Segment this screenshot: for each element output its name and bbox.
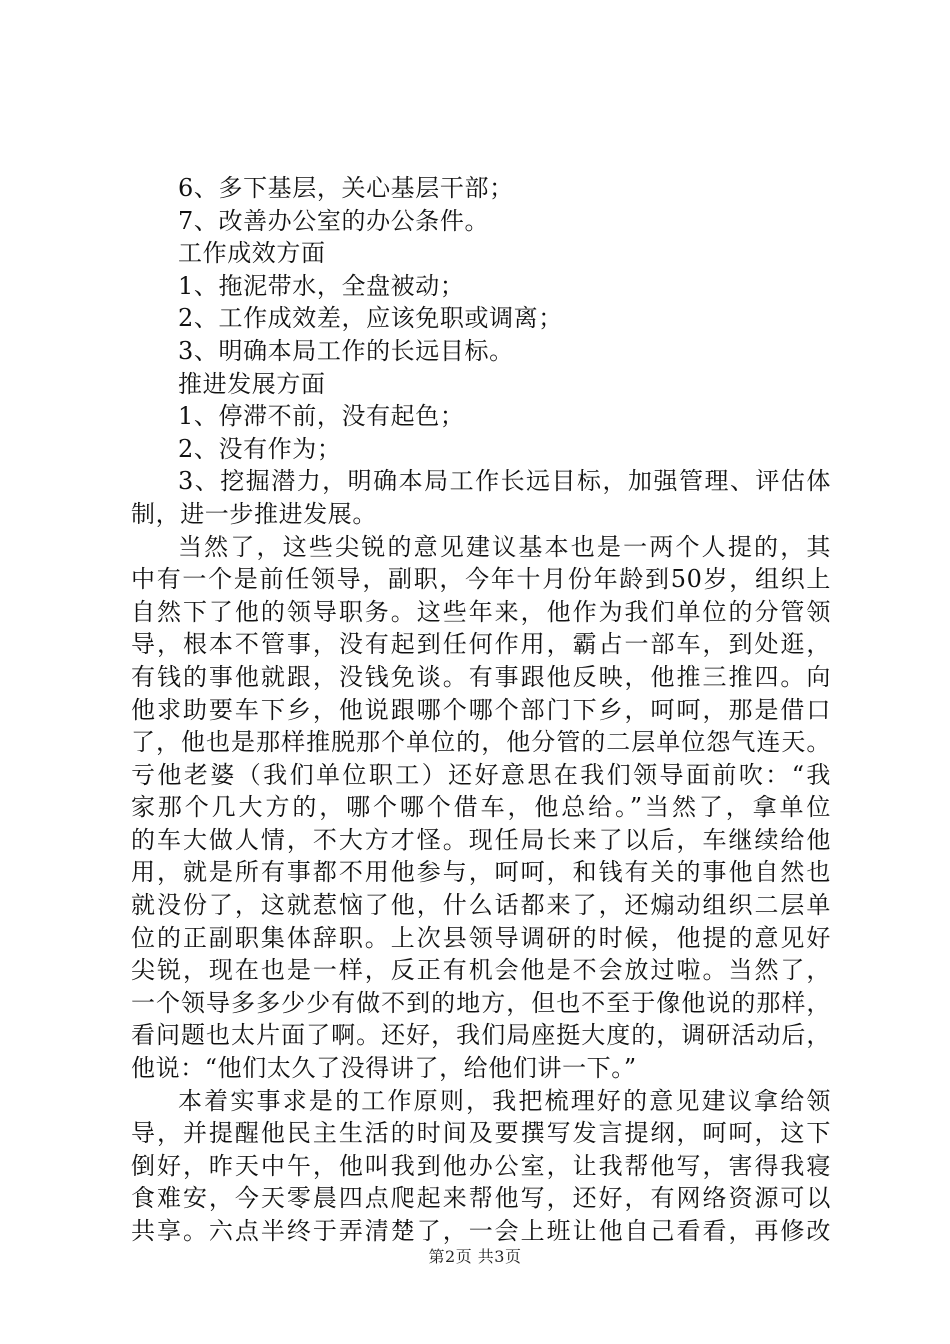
text-line: 3、挖掘潜力，明确本局工作长远目标，加强管理、评估体	[178, 467, 831, 496]
text-line: 他求助要车下乡，他说跟哪个哪个部门下乡，呵呵，那是借口	[131, 695, 831, 724]
text-line: 亏他老婆（我们单位职工）还好意思在我们领导面前吹：“我	[131, 760, 831, 789]
text-line: 一个领导多多少少有做不到的地方，但也不至于像他说的那样，	[131, 988, 831, 1017]
document-body	[131, 172, 831, 1248]
text-line: 2、工作成效差，应该免职或调离；	[178, 304, 563, 333]
text-line: 共享。六点半终于弄清楚了，一会上班让他自己看看，再修改	[131, 1217, 831, 1245]
text-line: 7、改善办公室的办公条件。	[178, 206, 490, 235]
page-number-footer: 第2页 共3页	[428, 1247, 522, 1266]
text-line: 1、停滞不前，没有起色；	[178, 402, 465, 431]
text-line: 当然了，这些尖锐的意见建议基本也是一两个人提的，其	[178, 532, 831, 561]
text-line: 尖锐，现在也是一样，反正有机会他是不会放过啦。当然了，	[131, 956, 831, 985]
text-line: 3、明确本局工作的长远目标。	[178, 336, 514, 365]
text-line: 工作成效方面	[178, 239, 326, 268]
text-line: 自然下了他的领导职务。这些年来，他作为我们单位的分管领	[131, 597, 831, 626]
text-line: 2、没有作为；	[178, 434, 342, 463]
text-line: 6、多下基层，关心基层干部；	[178, 174, 514, 202]
text-line: 本着实事求是的工作原则，我把梳理好的意见建议拿给领	[178, 1086, 831, 1115]
text-line: 食难安，今天零晨四点爬起来帮他写，还好，有网络资源可以	[131, 1184, 831, 1213]
text-line: 就没份了，这就惹恼了他，什么话都来了，还煽动组织二层单	[131, 891, 831, 920]
text-line: 他说：“他们太久了没得讲了，给他们讲一下。”	[131, 1054, 637, 1083]
text-line: 了，他也是那样推脱那个单位的，他分管的二层单位怨气连天。	[131, 728, 831, 757]
text-line: 导，并提醒他民主生活的时间及要撰写发言提纲，呵呵，这下	[131, 1119, 831, 1148]
text-line: 的车大做人情，不大方才怪。现任局长来了以后，车继续给他	[131, 825, 831, 854]
text-line: 导，根本不管事，没有起到任何作用，霸占一部车，到处逛，	[131, 630, 831, 659]
text-line: 中有一个是前任领导，副职，今年十月份年龄到50岁，组织上	[131, 565, 831, 594]
text-line: 1、拖泥带水，全盘被动；	[178, 271, 465, 300]
text-line: 家那个几大方的，哪个哪个借车，他总给。”当然了，拿单位	[131, 793, 831, 822]
text-line: 制，进一步推进发展。	[131, 499, 377, 528]
text-line: 用，就是所有事都不用他参与，呵呵，和钱有关的事他自然也	[131, 858, 831, 887]
text-line: 看问题也太片面了啊。还好，我们局座挺大度的，调研活动后，	[131, 1021, 831, 1050]
text-line: 倒好，昨天中午，他叫我到他办公室，让我帮他写，害得我寝	[131, 1151, 831, 1180]
text-line: 位的正副职集体辞职。上次县领导调研的时候，他提的意见好	[131, 923, 831, 952]
text-line: 有钱的事他就跟，没钱免谈。有事跟他反映，他推三推四。向	[131, 662, 831, 691]
text-line: 推进发展方面	[178, 369, 326, 398]
